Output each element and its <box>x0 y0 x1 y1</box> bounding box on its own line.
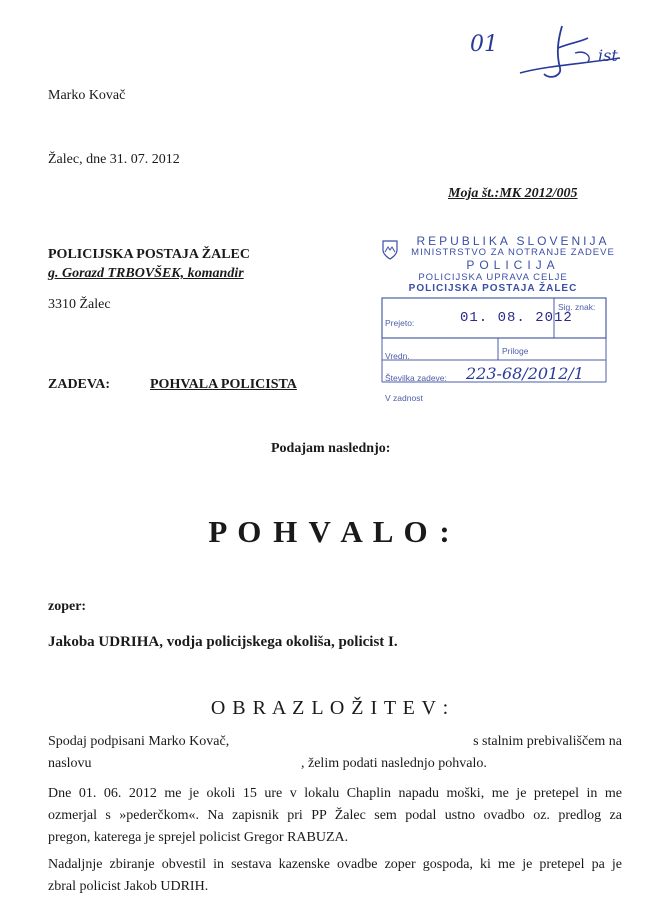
recipient-address: 3310 Žalec <box>48 297 111 312</box>
place-date: Žalec, dne 31. 07. 2012 <box>48 152 180 167</box>
p2-line2: ozmerjal s »pederčkom«. Na zapisnik pri PP Žalec sem podal ustno ovadbo oz. predlog za <box>48 808 622 823</box>
reasoning-title: O B R A Z L O Ž I T E V : <box>210 697 450 719</box>
p3-line1: Nadaljnje zbiranje obvestil in sestava kazenske ovadbe zoper gospoda, ki me je pretepel pa je <box>48 857 622 872</box>
document-title: P O H V A L O : <box>208 514 452 549</box>
p2-line3: pregon, katerega je sprejel policist Gregor RABUZA. <box>48 830 349 845</box>
handwritten-initials: ist <box>598 46 618 65</box>
reference-number: Moja št.:MK 2012/005 <box>448 186 578 201</box>
subject-label: ZADEVA: <box>48 377 110 392</box>
stamp-ministry: MINISTRSTVO ZA NOTRANJE ZADEVE <box>411 247 615 258</box>
p1-line2-end: , želim podati naslednjo pohvalo. <box>301 756 487 771</box>
stamp-received-date: 01. 08. 2012 <box>460 310 573 326</box>
stamp-received-label: Prejeto: <box>385 318 415 328</box>
handwritten-number: 01 <box>470 32 498 57</box>
p1-line1-start: Spodaj podpisani Marko Kovač, <box>48 734 230 749</box>
honoree-line: Jakoba UDRIHA, vodja policijskega okoliša, policist I. <box>48 634 398 650</box>
paragraph-3 <box>48 854 622 898</box>
sender-name: Marko Kovač <box>48 88 126 103</box>
against-label: zoper: <box>48 599 87 614</box>
stamp-attachments-label: Priloge <box>502 346 529 356</box>
p3-line2: zbral policist Jakob UDRIH. <box>48 879 209 894</box>
stamp-number-value: 223-68/2012/1 <box>466 364 584 383</box>
intro-text: Podajam naslednjo: <box>271 441 391 456</box>
received-stamp <box>368 232 618 412</box>
recipient-org: POLICIJSKA POSTAJA ŽALEC <box>48 247 251 262</box>
recipient-person: g. Gorazd TRBOVŠEK, komandir <box>48 266 244 281</box>
paragraph-2 <box>48 783 622 849</box>
paragraph-1 <box>48 734 622 778</box>
stamp-republic: REPUBLIKA SLOVENIJA <box>416 234 610 248</box>
p1-line1-end: s stalnim prebivališčem na <box>473 734 622 749</box>
stamp-police: POLICIJA <box>466 258 560 272</box>
stamp-value-label: Vredn. <box>385 351 410 361</box>
stamp-subject-label: V zadnost <box>385 393 423 403</box>
stamp-station: POLICIJSKA POSTAJA ŽALEC <box>408 283 578 294</box>
redacted-address-span <box>258 734 454 752</box>
handwritten-signature <box>470 18 640 88</box>
stamp-directorate: POLICIJSKA UPRAVA CELJE <box>418 272 568 283</box>
p1-line2-start: naslovu <box>48 756 92 771</box>
stamp-sign-label: Sig. znak: <box>558 302 596 312</box>
stamp-number-label: Številka zadeve: <box>385 373 447 383</box>
p2-line1: Dne 01. 06. 2012 me je okoli 15 ure v lokalu Chaplin napadu moški, me je pretepel in me <box>48 786 622 801</box>
signature-scribble <box>500 18 640 88</box>
subject-value: POHVALA POLICISTA <box>150 377 297 392</box>
